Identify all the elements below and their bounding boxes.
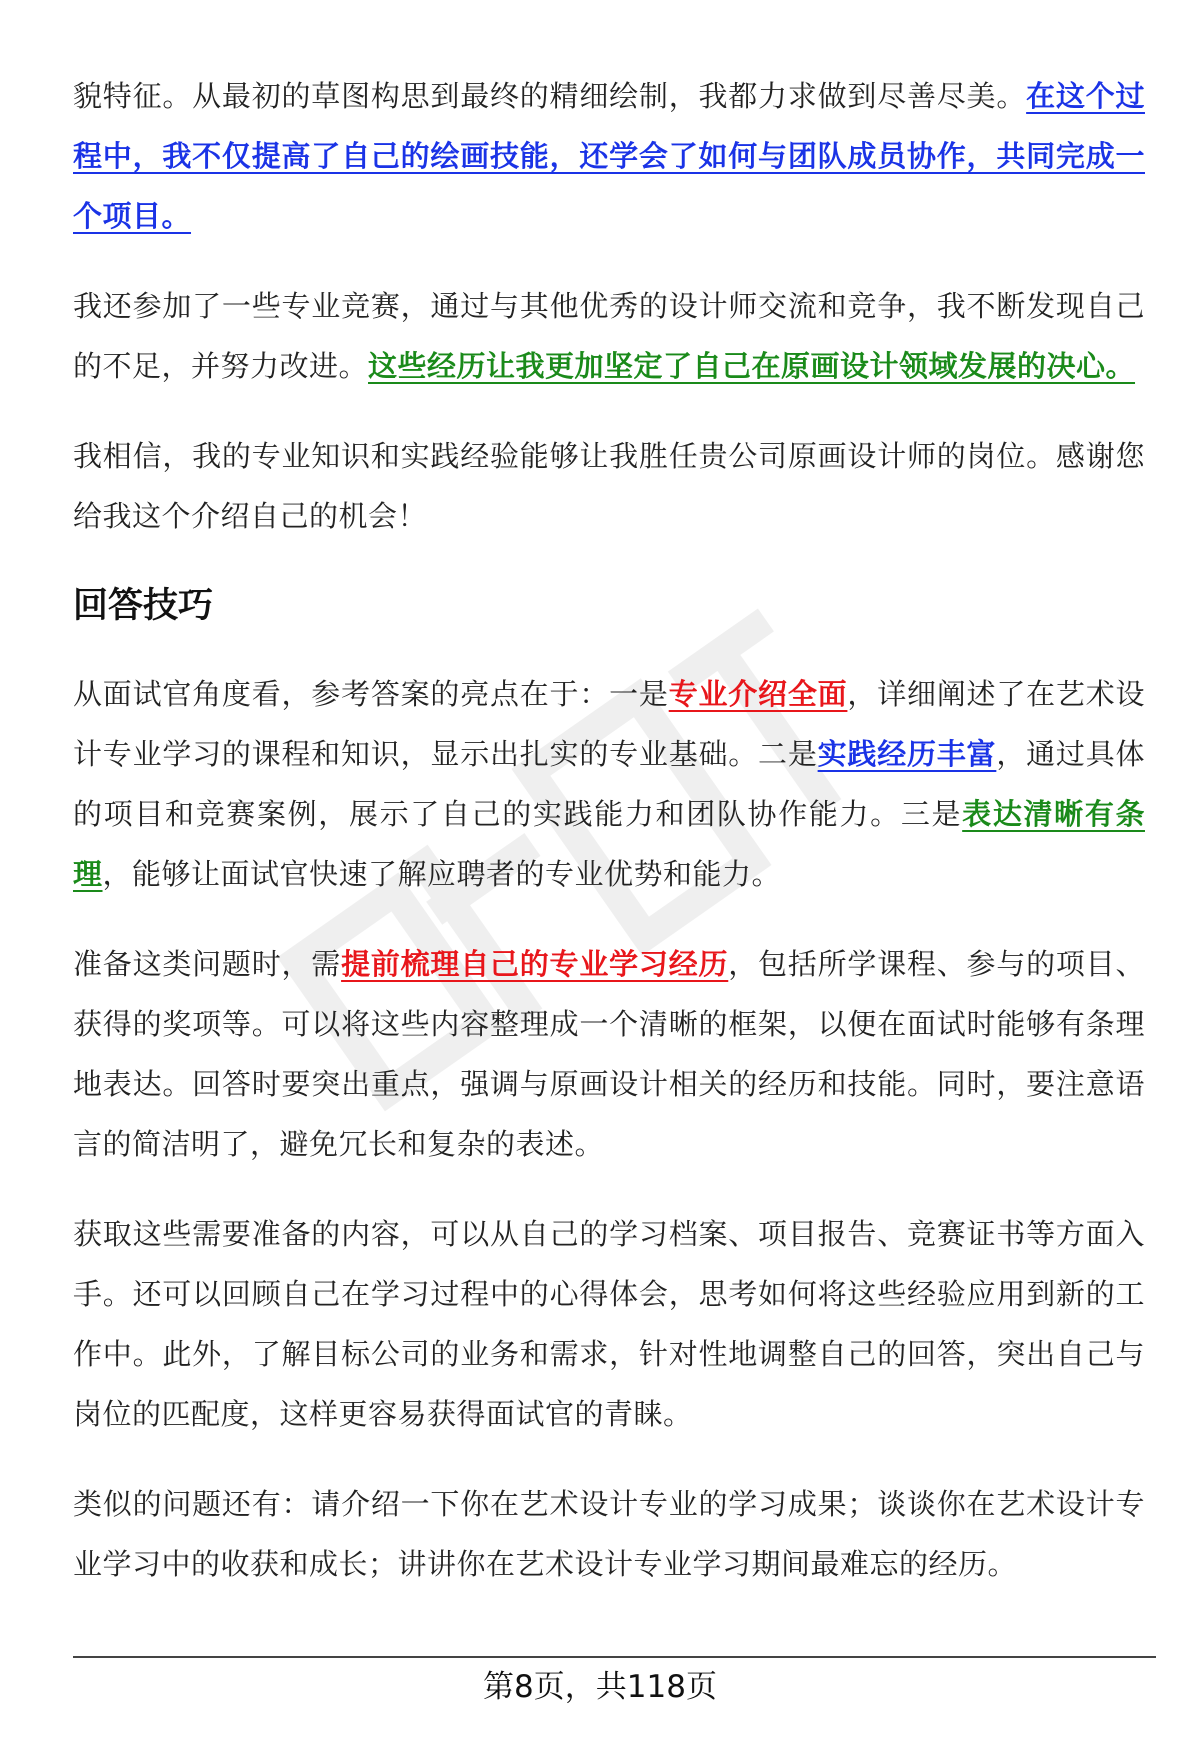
paragraph-7: [73, 1474, 1145, 1594]
paragraph-5-text-2: ，包括所学课程、参与的项目、获得的奖项等。可以将这些内容整理成一个清晰的框架，以便在面试时能够有条理地表达。回答时要突出重点，强调与原画设计相关的经历和技能。同时，要注意语言的简洁明了，避免冗长和复杂的表述。: [73, 947, 1145, 1161]
paragraph-4-text-2: ，详细阐述了在艺术设计专业学习的课程和知识，显示出扎实的专业基础。二是: [73, 677, 1145, 771]
paragraph-6: [73, 1204, 1145, 1444]
page-number: 第8页，共118页: [483, 1669, 717, 1705]
paragraph-1-highlight: 在这个过程中，我不仅提高了自己的绘画技能，还学会了如何与团队成员协作，共同完成一个项目。: [73, 79, 1145, 233]
section-heading: 回答技巧: [73, 586, 214, 626]
paragraph-4-text-1: 从面试官角度看，参考答案的亮点在于：一是: [73, 677, 669, 711]
paragraph-4-highlight-3: 表达清晰有条理: [73, 797, 1145, 891]
paragraph-4: [73, 664, 1145, 904]
paragraph-7-text: 类似的问题还有：请介绍一下你在艺术设计专业的学习成果；谈谈你在艺术设计专业学习中的收获和成长；讲讲你在艺术设计专业学习期间最难忘的经历。: [73, 1487, 1145, 1581]
paragraph-4-highlight-2: 实践经历丰富: [817, 737, 997, 771]
paragraph-1: [73, 66, 1145, 246]
paragraph-4-text-3: ，通过具体的项目和竞赛案例，展示了自己的实践能力和团队协作能力。三是: [73, 737, 1145, 831]
paragraph-5-text-1: 准备这类问题时，需: [73, 947, 342, 981]
paragraph-3: [73, 426, 1145, 546]
paragraph-2: [73, 276, 1145, 396]
document-body: [73, 66, 1145, 1624]
paragraph-6-text: 获取这些需要准备的内容，可以从自己的学习档案、项目报告、竞赛证书等方面入手。还可以回顾自己在学习过程中的心得体会，思考如何将这些经验应用到新的工作中。此外，了解目标公司的业务和需求，针对性地调整自己的回答，突出自己与岗位的匹配度，这样更容易获得面试官的青睐。: [73, 1217, 1145, 1431]
paragraph-2-highlight: 这些经历让我更加坚定了自己在原画设计领域发展的决心。: [368, 349, 1136, 383]
paragraph-5: [73, 934, 1145, 1174]
footer-divider: [73, 1656, 1156, 1658]
paragraph-1-text: 貌特征。从最初的草图构思到最终的精细绘制，我都力求做到尽善尽美。: [73, 79, 1027, 113]
paragraph-5-highlight: 提前梳理自己的专业学习经历: [341, 947, 729, 981]
paragraph-4-text-4: ，能够让面试官快速了解应聘者的专业优势和能力。: [102, 857, 782, 891]
paragraph-4-highlight-1: 专业介绍全面: [668, 677, 848, 711]
paragraph-2-text: 我还参加了一些专业竞赛，通过与其他优秀的设计师交流和竞争，我不断发现自己的不足，并努力改进。: [73, 289, 1145, 383]
paragraph-3-text: 我相信，我的专业知识和实践经验能够让我胜任贵公司原画设计师的岗位。感谢您给我这个介绍自己的机会！: [73, 439, 1145, 533]
